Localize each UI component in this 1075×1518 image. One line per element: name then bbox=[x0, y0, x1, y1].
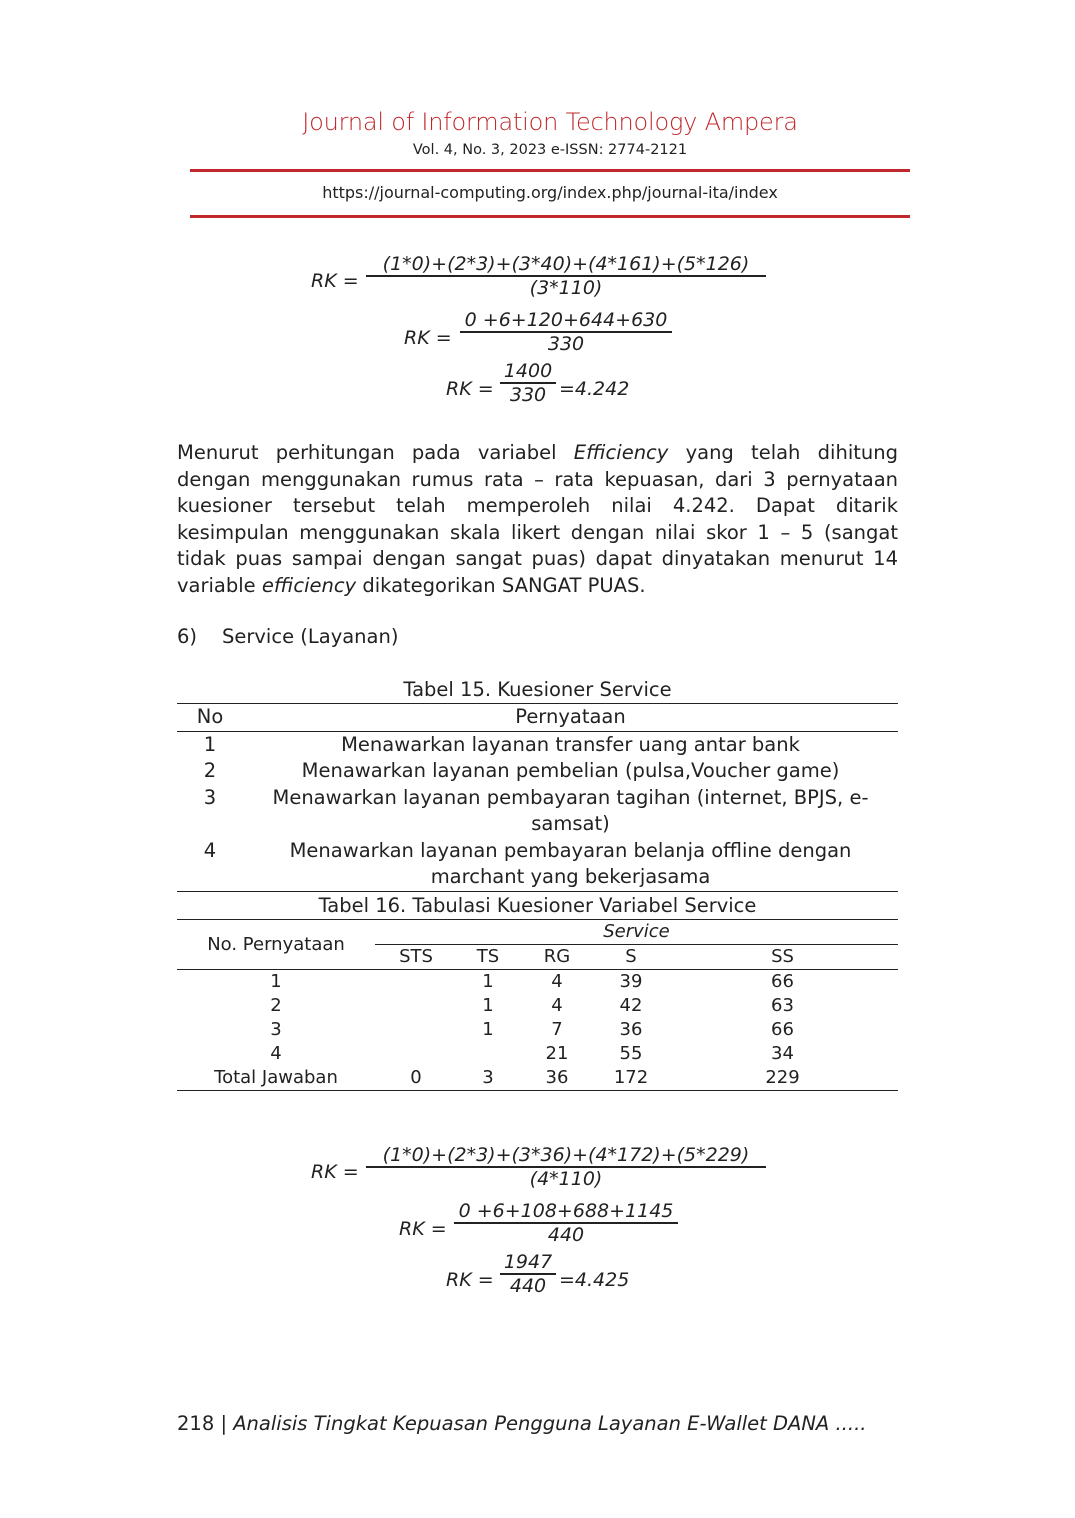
footer-separator: | bbox=[220, 1412, 228, 1435]
table-row bbox=[177, 838, 898, 892]
table-cell bbox=[375, 1018, 457, 1042]
running-title: Analisis Tingkat Kepuasan Pengguna Layanan E-Wallet DANA ..... bbox=[233, 1412, 867, 1435]
formula-numerator: 1400 bbox=[503, 360, 553, 382]
table-cell: 3 bbox=[457, 1066, 519, 1091]
section-heading bbox=[177, 625, 398, 648]
table-cell: 1 bbox=[270, 971, 282, 992]
table-15 bbox=[177, 703, 898, 892]
paragraph-text: yang telah dihitung dengan menggunakan rumus rata – rata kepuasan, dari 3 pernyataan kuesioner tersebut telah memperoleh nilai 4.242. Dapat ditarik kesimpulan menggunakan skala likert dengan nilai skor 1 – 5 (sangat tidak puas sampai dengan sangat puas) dapat dinyatakan menurut 14 variable bbox=[177, 441, 898, 597]
table-cell bbox=[375, 994, 457, 1018]
table-cell: 66 bbox=[771, 971, 794, 992]
formula-lhs: RK = bbox=[404, 327, 452, 349]
body-paragraph bbox=[177, 440, 898, 599]
formula-numerator: 1947 bbox=[503, 1251, 553, 1273]
formula-denominator: 330 bbox=[547, 332, 585, 355]
table-cell: 1 bbox=[482, 995, 494, 1016]
column-header: SS bbox=[667, 945, 898, 970]
formula-lhs: RK = bbox=[311, 270, 359, 292]
formula-lhs: RK = bbox=[446, 1269, 494, 1291]
table-cell: 36 bbox=[619, 1019, 643, 1040]
table-cell: 172 bbox=[595, 1066, 667, 1091]
column-header: Pernyataan bbox=[243, 704, 898, 732]
section-title: Service (Layanan) bbox=[222, 625, 399, 648]
header-rule-top bbox=[190, 169, 910, 172]
table-cell bbox=[375, 970, 457, 995]
header-rule-bottom bbox=[190, 215, 910, 218]
table-row-total bbox=[177, 1066, 898, 1091]
table-cell: 2 bbox=[203, 759, 217, 782]
formula-fraction bbox=[454, 1200, 678, 1246]
table-cell bbox=[375, 1042, 457, 1066]
formula-lhs: RK = bbox=[311, 1161, 359, 1183]
table-cell: 1 bbox=[203, 732, 217, 756]
group-header: Service bbox=[375, 920, 898, 945]
table-cell: Menawarkan layanan pembayaran tagihan (internet, BPJS, e-samsat) bbox=[272, 785, 869, 835]
table-cell: Menawarkan layanan transfer uang antar bank bbox=[341, 732, 800, 756]
table-cell: 4 bbox=[270, 1043, 282, 1064]
table-cell: 1 bbox=[482, 971, 494, 992]
paragraph-text: dikategorikan SANGAT PUAS. bbox=[356, 573, 646, 597]
journal-volume-line: Vol. 4, No. 3, 2023 e-ISSN: 2774-2121 bbox=[412, 142, 688, 158]
journal-header bbox=[190, 108, 910, 158]
formula-lhs: RK = bbox=[446, 378, 494, 400]
formula-result: =4.425 bbox=[559, 1269, 630, 1291]
column-header: RG bbox=[519, 945, 595, 970]
table-header-row bbox=[177, 704, 898, 732]
section-number: 6) bbox=[177, 625, 198, 648]
formula-numerator: (1*0)+(2*3)+(3*40)+(4*161)+(5*126) bbox=[382, 253, 750, 275]
table-cell: 36 bbox=[519, 1066, 595, 1091]
journal-url: https://journal-computing.org/index.php/journal-ita/index bbox=[322, 183, 778, 202]
paragraph-text: Menurut perhitungan pada variabel bbox=[177, 441, 574, 464]
formula-denominator: 330 bbox=[509, 383, 547, 406]
table-cell bbox=[457, 1042, 519, 1066]
table-cell: 229 bbox=[667, 1066, 898, 1091]
paragraph-emphasis: Efficiency bbox=[573, 441, 669, 464]
column-header: TS bbox=[457, 945, 519, 970]
page-footer bbox=[177, 1412, 866, 1435]
table-row bbox=[177, 758, 898, 785]
table-cell: Menawarkan layanan pembayaran belanja offline dengan marchant yang bekerjasama bbox=[243, 838, 898, 892]
table-row bbox=[177, 1018, 898, 1042]
formula-numerator: 0 +6+120+644+630 bbox=[464, 309, 668, 331]
formula-denominator: 440 bbox=[547, 1223, 585, 1246]
table-cell: Total Jawaban bbox=[177, 1066, 375, 1091]
journal-title: Journal of Information Technology Ampera bbox=[302, 108, 798, 136]
table-16 bbox=[177, 919, 898, 1091]
formula-numerator: 0 +6+108+688+1145 bbox=[458, 1200, 674, 1222]
table-cell: 4 bbox=[551, 971, 563, 992]
table-cell: 21 bbox=[545, 1043, 569, 1064]
formula-denominator: (4*110) bbox=[529, 1167, 603, 1190]
table-cell: 1 bbox=[482, 1019, 494, 1040]
formula-denominator: 440 bbox=[509, 1274, 547, 1297]
formula-fraction bbox=[366, 253, 766, 299]
formula-numerator: (1*0)+(2*3)+(3*36)+(4*172)+(5*229) bbox=[382, 1144, 750, 1166]
formula-fraction bbox=[500, 360, 556, 406]
formula-fraction bbox=[366, 1144, 766, 1190]
paragraph-emphasis: efficiency bbox=[261, 573, 357, 597]
table-cell: Menawarkan layanan pembelian (pulsa,Voucher game) bbox=[301, 759, 840, 782]
column-header: STS bbox=[375, 945, 457, 970]
column-header: No. Pernyataan bbox=[177, 920, 375, 970]
table-cell: 42 bbox=[619, 995, 643, 1016]
column-header: S bbox=[595, 945, 667, 970]
table-cell: 66 bbox=[771, 1019, 794, 1040]
table-row bbox=[177, 731, 898, 758]
table-cell: 7 bbox=[551, 1019, 563, 1040]
table-cell: 4 bbox=[177, 838, 243, 892]
formula-result: =4.242 bbox=[559, 378, 630, 400]
formula-fraction bbox=[500, 1251, 556, 1297]
table-row bbox=[177, 1042, 898, 1066]
table-cell: 4 bbox=[551, 995, 563, 1016]
table-header-row bbox=[177, 920, 898, 945]
page-number: 218 bbox=[177, 1412, 215, 1435]
formula-lhs: RK = bbox=[399, 1218, 447, 1240]
table-16-caption: Tabel 16. Tabulasi Kuesioner Variabel Service bbox=[318, 894, 757, 917]
column-header: No bbox=[177, 704, 243, 732]
table-cell: 2 bbox=[270, 995, 282, 1016]
table-row bbox=[177, 970, 898, 995]
table-cell: 3 bbox=[270, 1019, 282, 1040]
formula-denominator: (3*110) bbox=[529, 276, 603, 299]
table-cell: 3 bbox=[203, 785, 217, 809]
formula-fraction bbox=[460, 309, 672, 355]
table-cell: 34 bbox=[771, 1043, 794, 1064]
table-cell: 0 bbox=[375, 1066, 457, 1091]
table-cell: 39 bbox=[619, 971, 643, 992]
table-cell: 55 bbox=[619, 1043, 643, 1064]
table-row bbox=[177, 785, 898, 838]
table-cell: 63 bbox=[771, 995, 794, 1016]
table-15-caption: Tabel 15. Kuesioner Service bbox=[403, 678, 672, 701]
table-row bbox=[177, 994, 898, 1018]
